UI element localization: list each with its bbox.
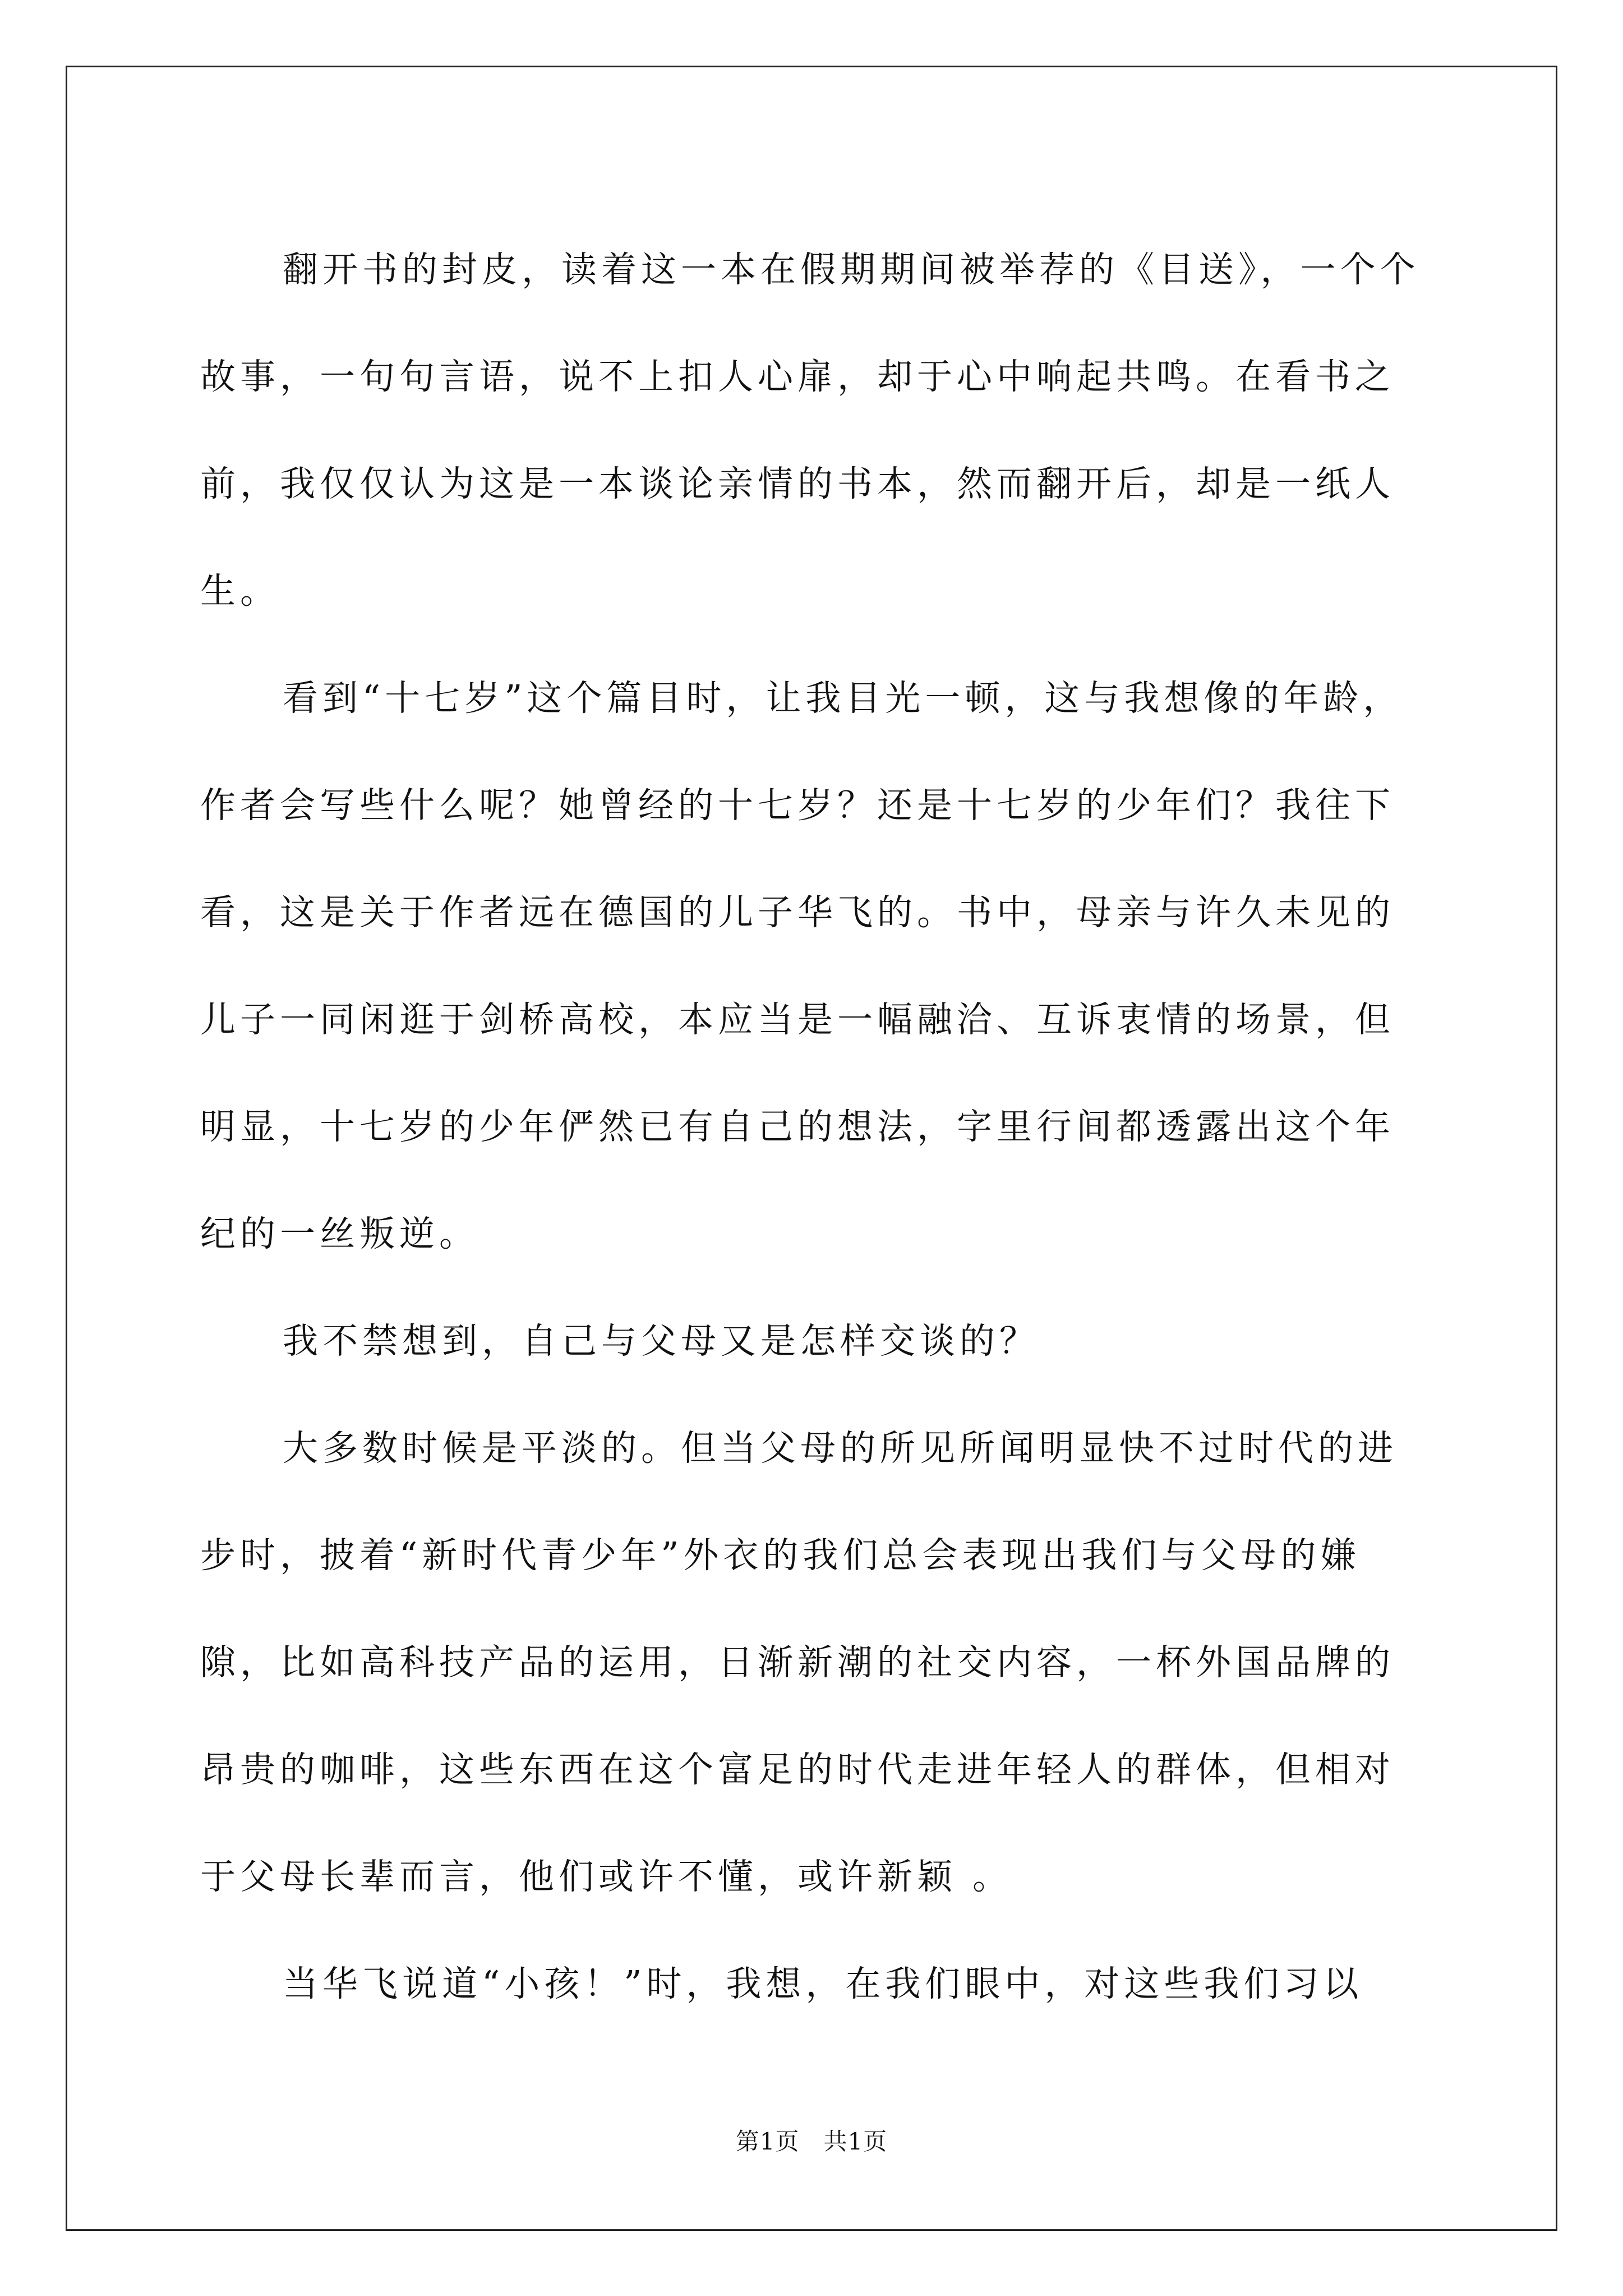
- paragraph-1: 翻开书的封皮，读着这一本在假期期间被举荐的《目送》，一个个故事，一句句言语，说不上扣人心扉，却于心中响起共鸣。在看书之前，我仅仅认为这是一本谈论亲情的书本，然而翻开后，却是一纸人生。: [200, 249, 1420, 611]
- page-footer: [0, 2123, 1623, 2157]
- page-number: 第1页 共1页: [735, 2128, 888, 2155]
- paragraph-2: 看到“十七岁”这个篇目时，让我目光一顿，这与我想像的年龄，作者会写些什么呢？她曾经的十七岁？还是十七岁的少年们？我往下看，这是关于作者远在德国的儿子华飞的。书中，母亲与许久未见的儿子一同闲逛于剑桥高校，本应当是一幅融洽、互诉衷情的场景，但明显，十七岁的少年俨然已有自己的想法，字里行间都透露出这个年纪的一丝叛逆。: [200, 678, 1403, 1254]
- paragraph-5: 当华飞说道“小孩！”时，我想，在我们眼中，对这些我们习以: [283, 1963, 1363, 2004]
- document-body: [200, 216, 1434, 2037]
- paragraph-4: 大多数时候是平淡的。但当父母的所见所闻明显快不过时代的进步时，披着“新时代青少年”外衣的我们总会表现出我们与父母的嫌隙，比如高科技产品的运用，日渐新潮的社交内容，一杯外国品牌的昂贵的咖啡，这些东西在这个富足的时代走进年轻人的群体，但相对于父母长辈而言，他们或许不懂，或许新颖 。: [200, 1428, 1398, 1897]
- paragraph-3: 我不禁想到，自己与父母又是怎样交谈的？: [283, 1320, 1039, 1361]
